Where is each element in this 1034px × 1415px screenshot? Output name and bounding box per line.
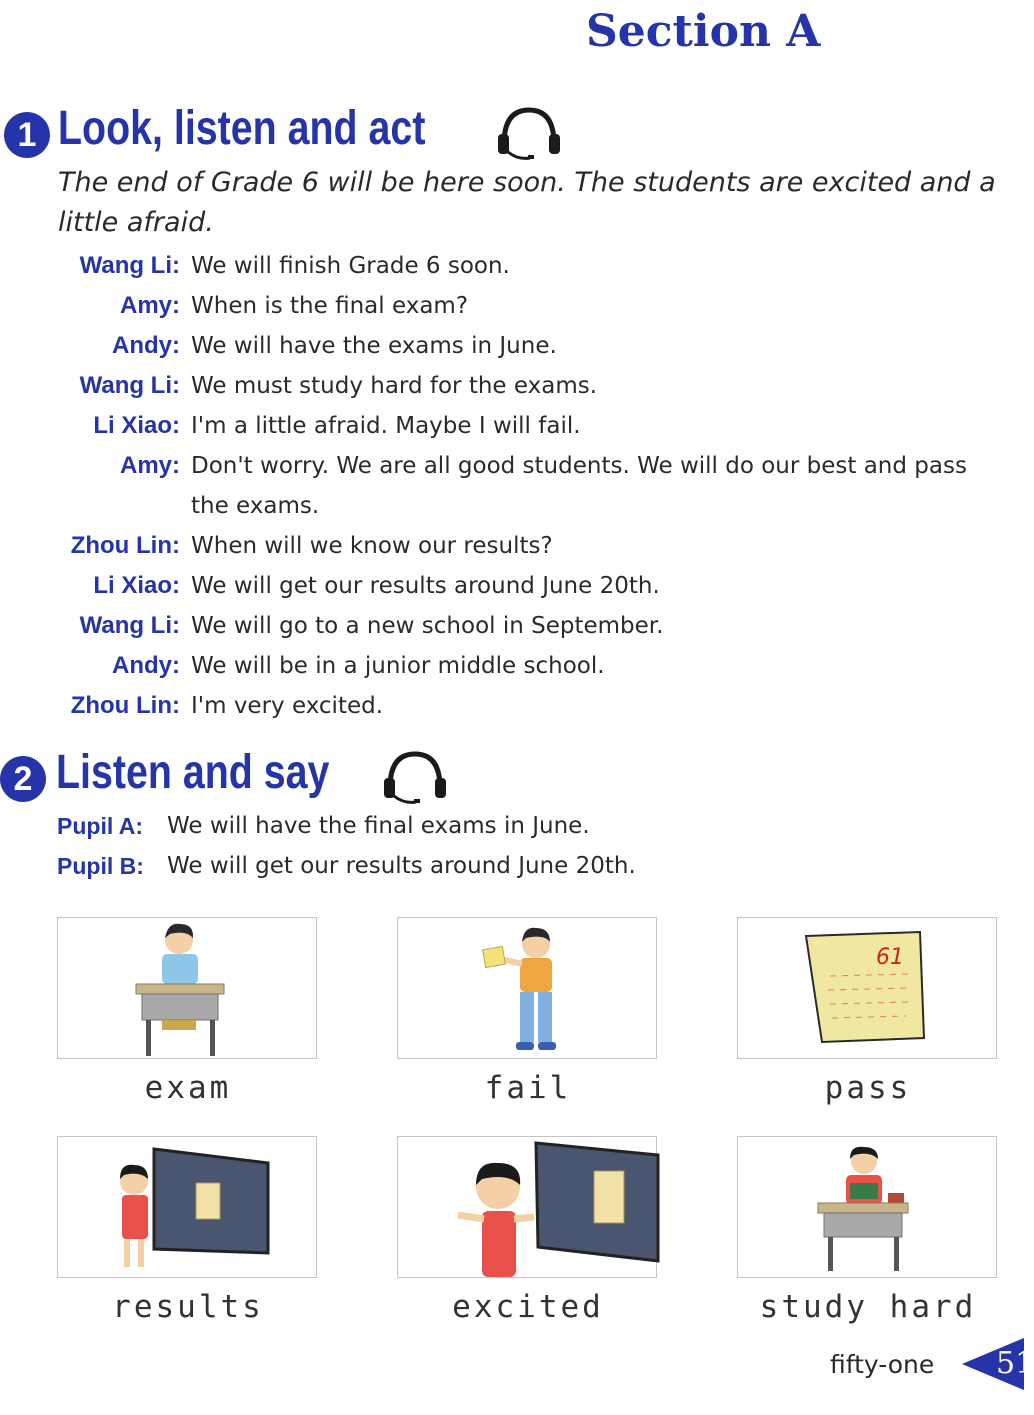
dialogue-line: [0, 246, 1024, 286]
dialogue-text: We will have the exams in June.: [191, 333, 557, 359]
dialogue-line: [0, 566, 1024, 606]
headphones-icon[interactable]: [494, 104, 564, 162]
pupil-text: We will have the final exams in June.: [167, 813, 590, 839]
vocab-card-results: [57, 1136, 317, 1278]
dialogue-text: Don't worry. We are all good students. We will do our best and pass the exams.: [191, 453, 967, 519]
dialogue-line: [0, 686, 1024, 726]
headphones-icon[interactable]: [380, 748, 450, 806]
vocab-card-excited: [397, 1136, 657, 1278]
dialogue-text: We will finish Grade 6 soon.: [191, 253, 510, 279]
speaker-name: Zhou Lin:: [70, 692, 180, 719]
boy-holding-paper-illustration: [398, 918, 656, 1058]
dialogue: [0, 246, 1024, 726]
dialogue-line: [0, 526, 1024, 566]
speaker-name: Andy:: [112, 652, 180, 679]
dialogue-line: [0, 606, 1024, 646]
dialogue-text: I'm very excited.: [191, 693, 384, 719]
speaker-name: Li Xiao:: [93, 572, 180, 599]
speaker-name: Amy:: [119, 452, 180, 479]
vocab-word: pass: [824, 1070, 912, 1106]
vocab-card-fail: [397, 917, 657, 1059]
dialogue-text: We will go to a new school in September.: [191, 613, 664, 639]
part1-number-badge: 1: [4, 112, 50, 158]
vocab-word: results: [112, 1289, 264, 1325]
pupil-line: [0, 806, 1024, 846]
test-score: 61: [876, 945, 904, 970]
speaker-name: Wang Li:: [79, 252, 180, 279]
dialogue-line: [0, 406, 1024, 446]
dialogue-line: [0, 326, 1024, 366]
vocab-card-pass: [737, 917, 997, 1059]
pupil-speaker: Pupil A:: [57, 813, 144, 839]
dialogue-text: When is the final exam?: [191, 293, 469, 319]
dialogue-text: We must study hard for the exams.: [191, 373, 598, 399]
dialogue-text: I'm a little afraid. Maybe I will fail.: [191, 413, 581, 439]
page-number: 51: [996, 1346, 1034, 1381]
part2-number-badge: 2: [0, 756, 46, 802]
speaker-name: Wang Li:: [79, 372, 180, 399]
dialogue-line: [0, 646, 1024, 686]
pupil-speaker: Pupil B:: [57, 853, 144, 879]
speaker-name: Li Xiao:: [93, 412, 180, 439]
dialogue-text: We will get our results around June 20th.: [191, 573, 660, 599]
girl-reading-at-desk-illustration: [738, 1137, 996, 1277]
speaker-name: Zhou Lin:: [70, 532, 180, 559]
dialogue-line: [0, 286, 1024, 326]
part2-heading: Listen and say: [56, 746, 330, 799]
dialogue-line: [0, 446, 1024, 526]
intro-text: The end of Grade 6 will be here soon. The students are excited and a little afraid.: [58, 167, 996, 238]
dialogue-text: We will be in a junior middle school.: [191, 653, 605, 679]
excited-girl-illustration: [398, 1137, 656, 1277]
pupil-line: [0, 846, 1024, 886]
vocab-card-study-hard: [737, 1136, 997, 1278]
pupil-text: We will get our results around June 20th.: [167, 853, 636, 879]
test-paper-illustration: [738, 918, 996, 1058]
vocab-word: exam: [144, 1070, 232, 1106]
part1-heading: Look, listen and act: [58, 102, 426, 155]
vocab-word: excited: [452, 1289, 604, 1325]
speaker-name: Amy:: [119, 292, 180, 319]
pupil-dialogue: [0, 806, 1024, 886]
vocab-card-exam: [57, 917, 317, 1059]
page-number-word: fifty-one: [830, 1350, 935, 1379]
vocab-word: study hard: [759, 1289, 977, 1325]
speaker-name: Wang Li:: [79, 612, 180, 639]
boy-at-desk-illustration: [58, 918, 316, 1058]
section-title: Section A: [586, 6, 821, 57]
vocab-word: fail: [484, 1070, 572, 1106]
speaker-name: Andy:: [112, 332, 180, 359]
dialogue-line: [0, 366, 1024, 406]
girl-at-notice-board-illustration: [58, 1137, 316, 1277]
dialogue-text: When will we know our results?: [191, 533, 553, 559]
